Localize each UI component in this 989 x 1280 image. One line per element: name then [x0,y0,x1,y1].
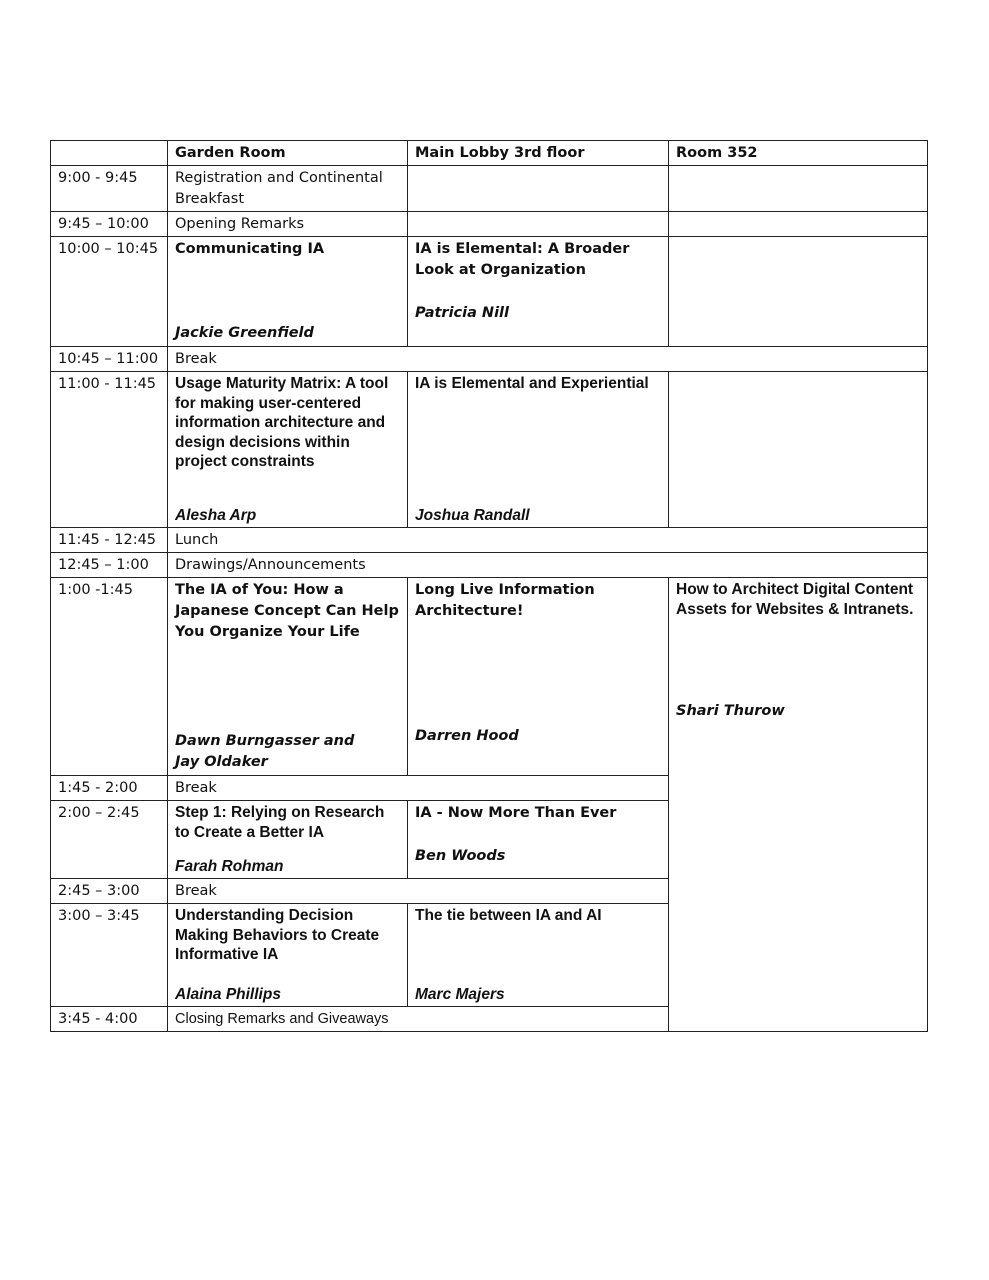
time-cell: 12:45 – 1:00 [51,553,168,578]
time-cell: 3:45 - 4:00 [51,1007,168,1032]
lobby-cell [408,801,669,879]
schedule-row [51,528,928,553]
garden-cell [168,801,408,879]
room-cell [669,212,928,237]
time-cell: 9:45 – 10:00 [51,212,168,237]
lunch-cell: Lunch [168,528,928,553]
session-speaker: Patricia Nill [415,305,509,321]
session-title: The IA of You: How a Japanese Concept Can Help You Organize Your Life [175,582,399,640]
time-cell: 1:00 -1:45 [51,578,168,776]
time-cell: 10:45 – 11:00 [51,347,168,372]
lobby-cell [408,578,669,776]
header-room-352: Room 352 [669,141,928,166]
session-title: Step 1: Relying on Research to Create a Better IA [175,804,385,841]
session-title: Understanding Decision Making Behaviors to Create Informative IA [175,907,380,963]
schedule-row [51,372,928,528]
time-cell: 10:00 – 10:45 [51,237,168,347]
session-speaker: Jay Oldaker [175,754,268,770]
session-title: Communicating IA [175,241,325,257]
session-title: Usage Maturity Matrix: A tool for making user-centered information architecture and design decisions within project constraints [175,375,389,470]
session-title: IA - Now More Than Ever [415,805,617,821]
garden-cell [168,904,408,1007]
header-garden-room: Garden Room [168,141,408,166]
schedule-row [51,578,928,776]
lobby-cell [408,904,669,1007]
schedule-row [51,212,928,237]
room-cell [669,166,928,212]
garden-cell: Registration and Continental Breakfast [168,166,408,212]
room-cell [669,237,928,347]
schedule-table [50,140,928,1032]
schedule-row [51,1007,928,1032]
time-cell: 9:00 - 9:45 [51,166,168,212]
session-speaker: Alaina Phillips [175,985,281,1003]
break-cell: Break [168,776,669,801]
schedule-row [51,347,928,372]
lobby-cell [408,166,669,212]
schedule-row [51,166,928,212]
break-cell: Break [168,347,928,372]
session-speaker: Farah Rohman [175,857,284,875]
room-cell [669,578,928,1032]
session-speaker: Shari Thurow [676,703,785,719]
lobby-cell [408,212,669,237]
session-title: Long Live Information Architecture! [415,582,595,619]
session-title: IA is Elemental and Experiential [415,375,649,392]
garden-cell [168,237,408,347]
session-speaker: Ben Woods [415,848,506,864]
session-speaker: Dawn Burngasser and [175,733,355,749]
room-cell [669,372,928,528]
session-speaker: Marc Majers [415,985,505,1003]
time-cell: 2:00 – 2:45 [51,801,168,879]
time-cell: 11:00 - 11:45 [51,372,168,528]
time-cell: 3:00 – 3:45 [51,904,168,1007]
break-cell: Break [168,879,669,904]
session-title: The tie between IA and AI [415,907,602,924]
closing-cell: Closing Remarks and Giveaways [168,1007,928,1032]
session-speaker: Jackie Greenfield [175,325,314,341]
session-title: IA is Elemental: A Broader Look at Organization [415,241,630,278]
header-main-lobby: Main Lobby 3rd floor [408,141,669,166]
garden-cell [168,372,408,528]
header-time [51,141,168,166]
schedule-row [51,553,928,578]
lobby-cell [408,237,669,347]
time-cell: 11:45 - 12:45 [51,528,168,553]
garden-cell: Opening Remarks [168,212,408,237]
time-cell: 2:45 – 3:00 [51,879,168,904]
session-speaker: Joshua Randall [415,506,530,524]
lobby-cell [408,372,669,528]
header-row [51,141,928,166]
session-speaker: Darren Hood [415,728,519,744]
schedule-row [51,237,928,347]
session-title: How to Architect Digital Content Assets for Websites & Intranets. [676,581,914,618]
time-cell: 1:45 - 2:00 [51,776,168,801]
session-speaker: Alesha Arp [175,506,257,524]
garden-cell [168,578,408,776]
announcements-cell: Drawings/Announcements [168,553,928,578]
